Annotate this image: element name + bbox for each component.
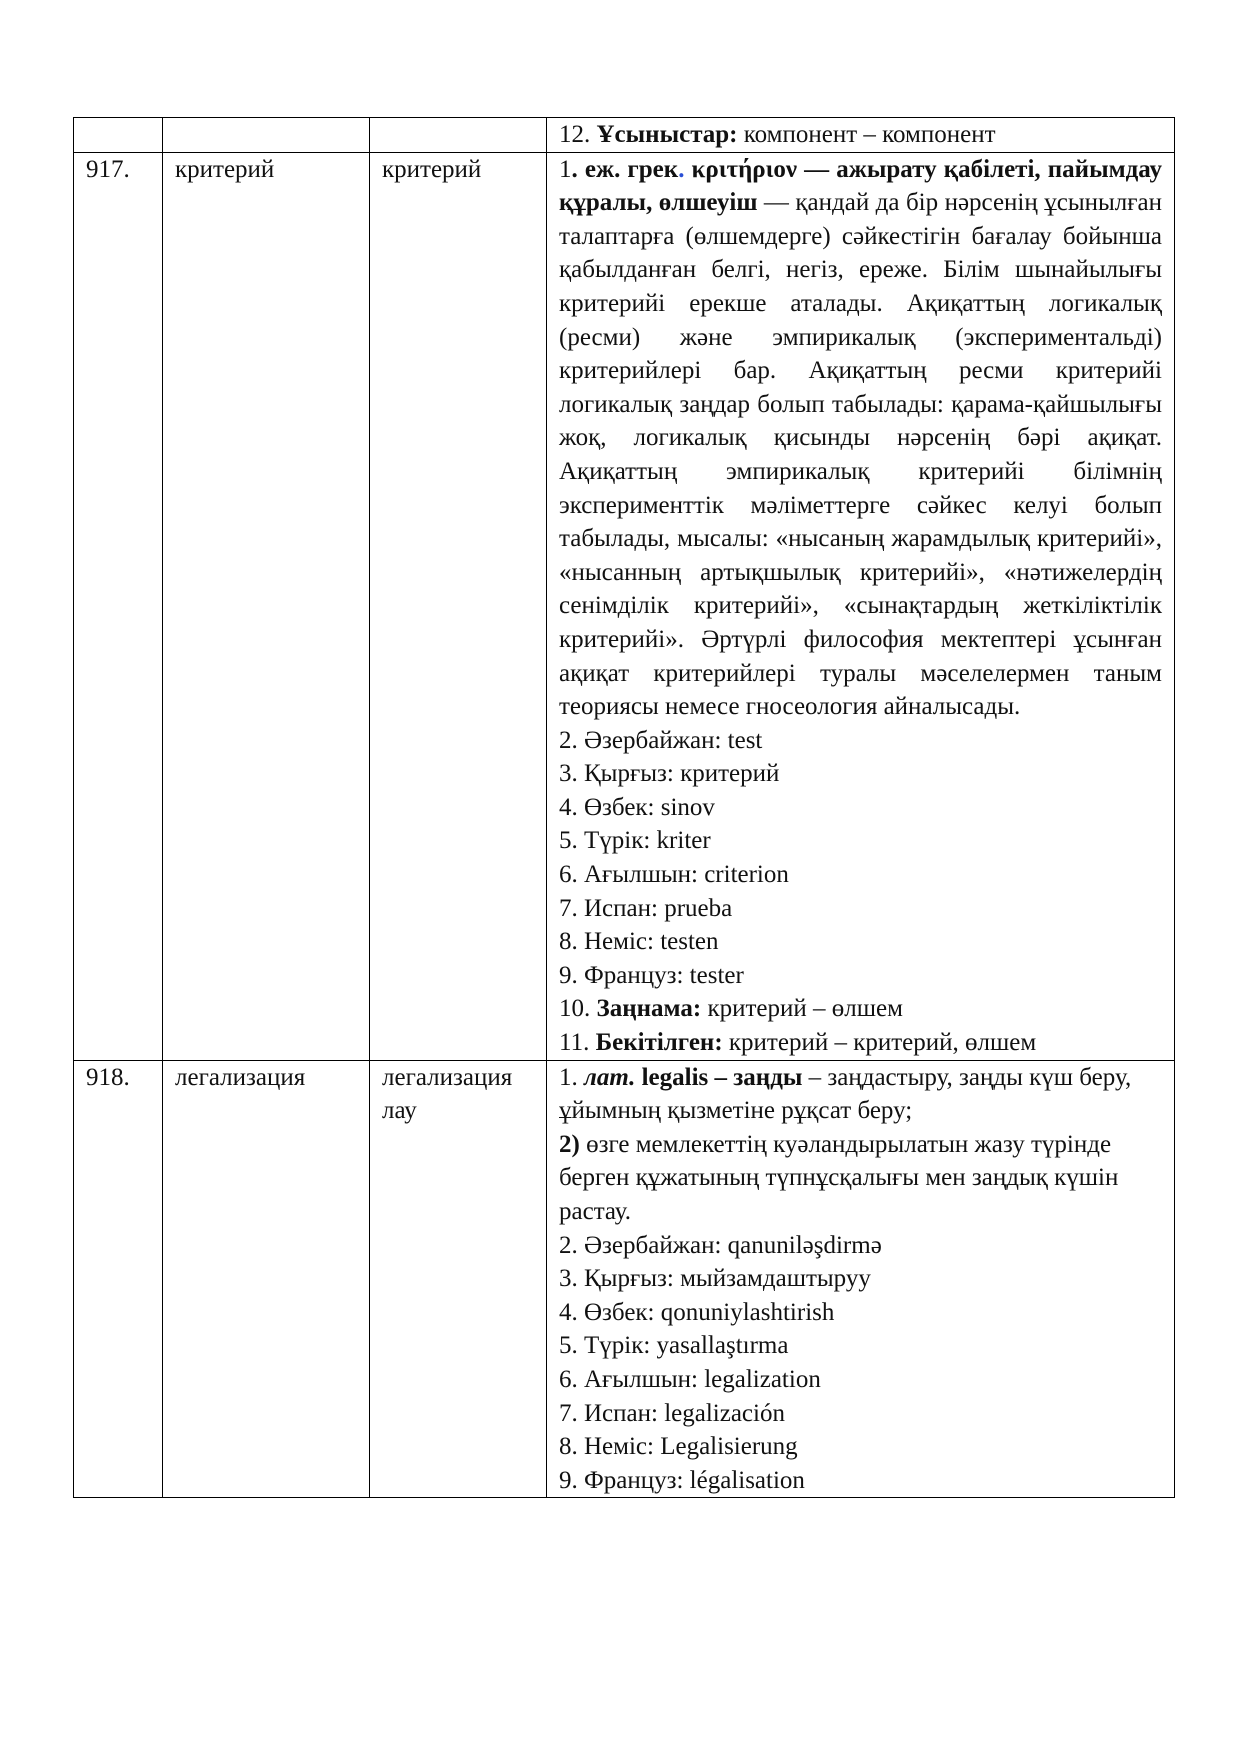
translation-item: 3. Қырғыз: мыйзамдаштыруу (559, 1265, 871, 1293)
approved-line: 11. Бекітілген: критерий – критерий, өлшем (559, 1029, 1037, 1057)
translation-item: 5. Түрік: kriter (559, 827, 711, 855)
dictionary-table (73, 117, 1175, 1498)
recommendations-label: Ұсыныстар: (596, 121, 738, 148)
term-kz: легализация лау (370, 1060, 547, 1498)
definition-cell (547, 118, 1175, 153)
translation-item: 4. Өзбек: qonuniylashtirish (559, 1298, 835, 1326)
term-kz: критерий (370, 152, 547, 1060)
translation-item: 4. Өзбек: sinov (559, 793, 715, 821)
definition-cell (547, 1060, 1175, 1498)
term-ru: легализация (163, 1060, 370, 1498)
term-kz-cell (370, 118, 547, 153)
translation-item: 2. Әзербайжан: test (559, 726, 763, 754)
entry-number: 918. (74, 1060, 163, 1498)
definition-paragraph-1: 1. лат. legalis – заңды – заңдастыру, заңды күш беру, ұйымның қызметіне рұқсат беру; (559, 1063, 1132, 1125)
number-cell (74, 118, 163, 153)
table-row-918 (74, 1060, 1175, 1498)
entry-number: 917. (74, 152, 163, 1060)
translation-item: 8. Неміс: Legalisierung (559, 1433, 798, 1461)
translation-item: 6. Ағылшын: criterion (559, 861, 789, 889)
translation-item: 8. Неміс: testen (559, 928, 719, 956)
term-ru: критерий (163, 152, 370, 1060)
translation-item: 3. Қырғыз: критерий (559, 760, 780, 788)
translation-item: 2. Әзербайжан: qanuniləşdirmə (559, 1231, 882, 1259)
translation-item: 9. Француз: légalisation (559, 1466, 805, 1494)
translation-item: 5. Түрік: yasallaştırma (559, 1332, 789, 1360)
term-ru-cell (163, 118, 370, 153)
definition-cell (547, 152, 1175, 1060)
table-row-917 (74, 152, 1175, 1060)
legislation-line: 10. Заңнама: критерий – өлшем (559, 995, 903, 1023)
translation-item: 9. Француз: tester (559, 961, 744, 989)
definition-paragraph-2: 2) өзге мемлекеттің куәландырылатын жазу түрінде берген құжатының түпнұсқалығы мен заңдық күшін растау. (559, 1130, 1119, 1225)
translation-item: 7. Испан: legalización (559, 1399, 785, 1427)
definition-paragraph: 1. еж. грек. κριτήριον — ажырату қабілеті, пайымдау құралы, өлшеуіш — қандай да бір нәрсенің ұсынылған талаптарға (өлшемдерге) сәйкестігін бағалау бойынша қабылданған белгі, негіз, ереже. Білім шынайылығы критерийі ерекше аталады. Ақиқаттың логикалық (ресми) және эмпирикалық (экспериментальді) критерийлері бар. Ақиқаттың ресми критерийі логикалық заңдар болып табылады: қарама-қайшылығы жоқ, логикалық қисынды нәрсенің бәрі ақиқат. Ақиқаттың эмпирикалық критерийі білімнің эксперименттік мәліметтерге сәйкес келуі болып табылады, мысалы: «нысаның жарамдылық критерийі», «нысанның артықшылық критерийі», «нәтижелердің сенімділік критерийі», «сынақтардың жеткіліктілік критерийі». Әртүрлі философия мектептері ұсынған ақиқат критерийлері туралы мәселелермен таным теориясы немесе гносеология айналысады. (559, 155, 1162, 721)
link-mark: . (678, 155, 685, 183)
translation-item: 7. Испан: prueba (559, 894, 733, 922)
table-row-continuation (74, 118, 1175, 153)
recommendations-line: 12. Ұсыныстар: компонент – компонент (559, 121, 996, 148)
translation-item: 6. Ағылшын: legalization (559, 1365, 821, 1393)
